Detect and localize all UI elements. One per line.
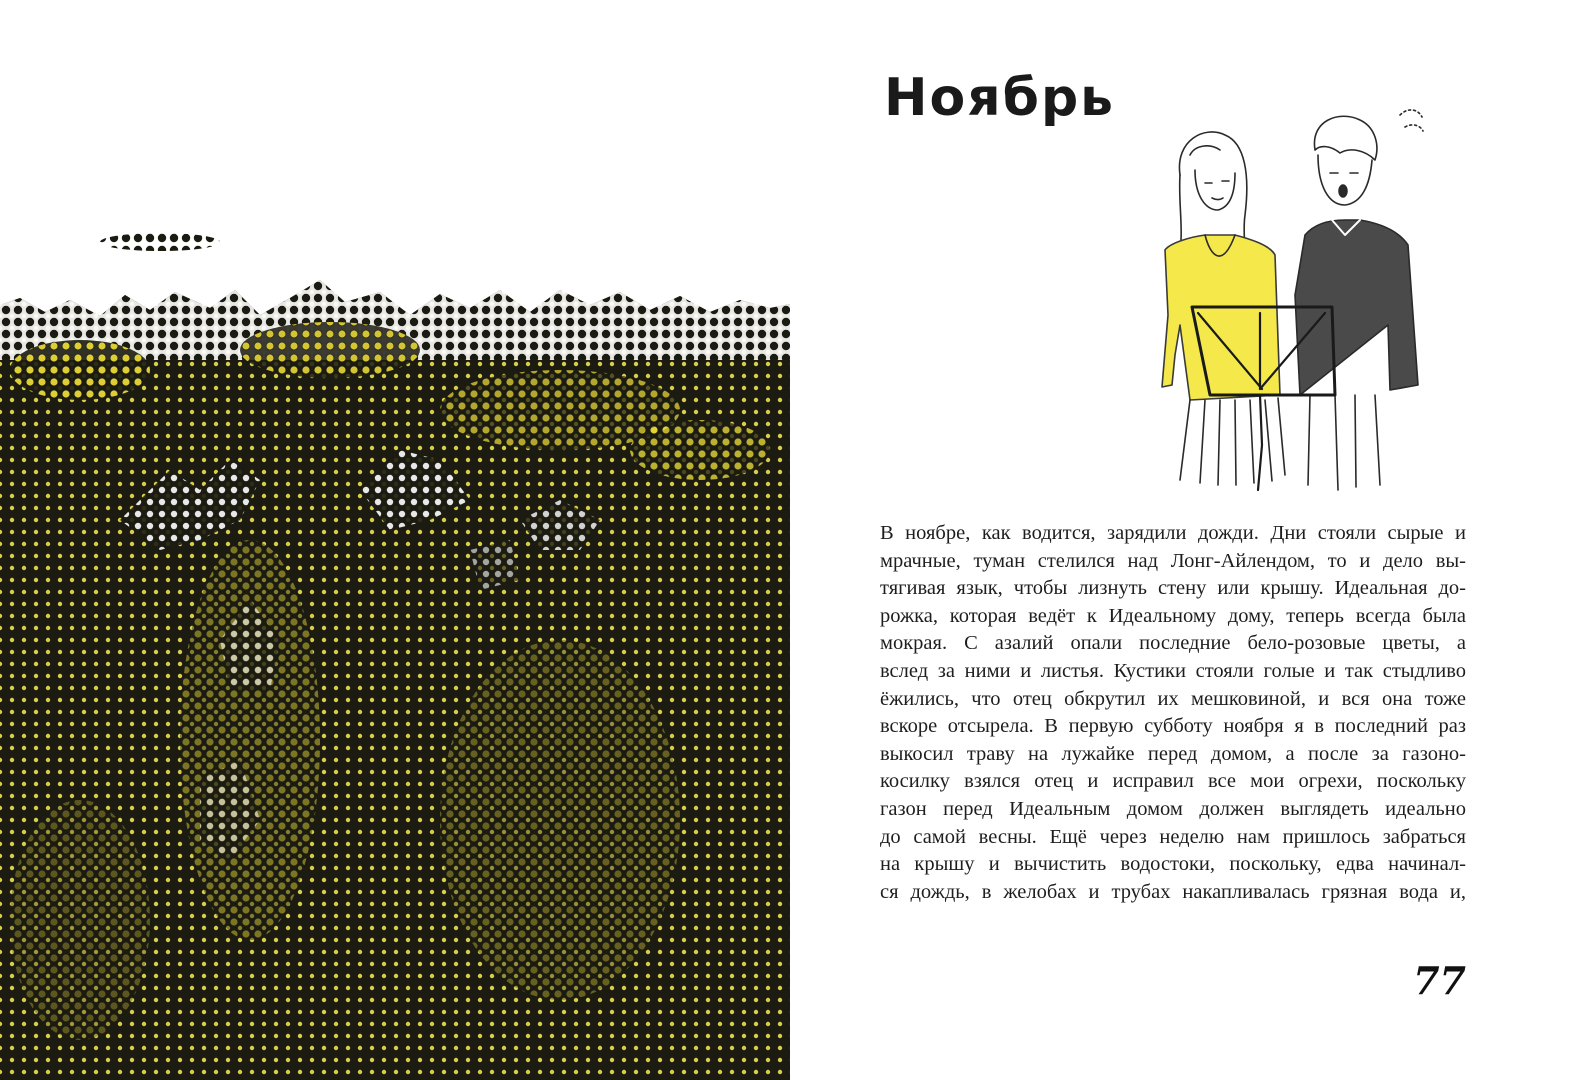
text-line: ёжились, что отец обкрутил их мешковиной, и вся она тоже — [880, 687, 1466, 710]
text-line: ся дождь, в желобах и трубах накапливалась грязная вода и, — [880, 880, 1466, 903]
text-line: на крышу и вычистить водостоки, поскольку, едва начинал- — [880, 853, 1466, 876]
text-line: выкосил траву на лужайке перед домом, а после за газоно- — [880, 742, 1466, 765]
text-line: мрачные, туман стелился над Лонг-Айлендом, то и дело вы- — [880, 549, 1466, 572]
halftone-photo — [0, 220, 790, 1080]
text-line: мокрая. С азалий опали последние бело-розовые цветы, а — [880, 632, 1466, 655]
text-line: до самой весны. Ещё через неделю нам пришлось забраться — [880, 825, 1466, 848]
body-text — [880, 520, 1466, 906]
text-line: газон перед Идеальным домом должен выглядеть идеально — [880, 797, 1466, 820]
text-line: В ноябре, как водится, зарядили дожди. Дни стояли сырые и — [880, 522, 1466, 544]
text-line: косилку взялся отец и исправил все мои огрехи, поскольку — [880, 770, 1466, 793]
text-line: вскоре отсырела. В первую субботу ноября я в последний раз — [880, 715, 1466, 738]
page-number: 77 — [1413, 958, 1466, 1003]
text-line: тягивая язык, чтобы лизнуть стену или крышу. Идеальная до- — [880, 577, 1466, 600]
chapter-title: Ноябрь — [884, 68, 1116, 128]
text-line: рожка, которая ведёт к Идеальному дому, теперь всегда была — [880, 604, 1466, 627]
text-line: вслед за ними и листья. Кустики стояли голые и так стыдливо — [880, 659, 1466, 682]
singers-illustration — [1150, 95, 1450, 495]
